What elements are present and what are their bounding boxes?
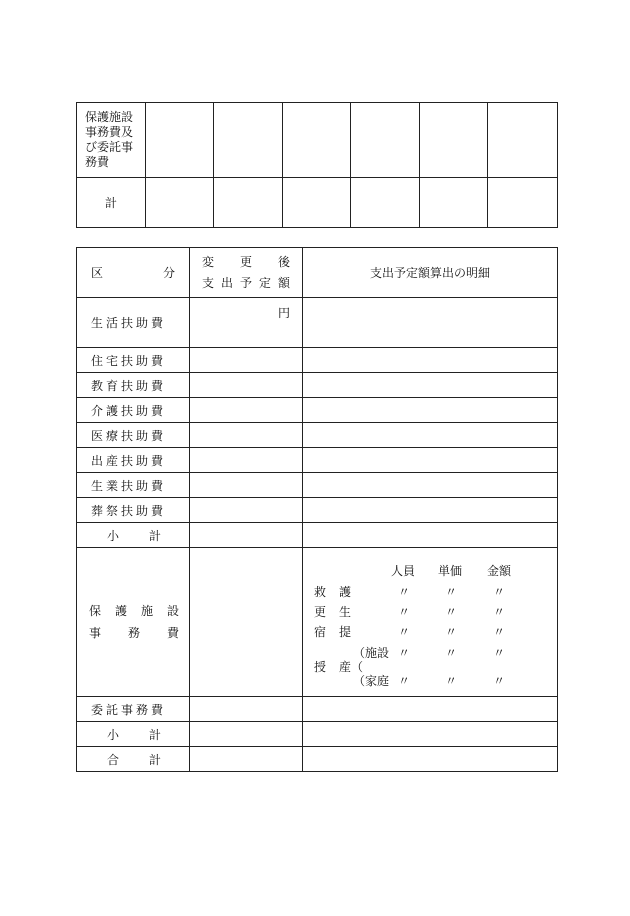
facility-detail-cell bbox=[303, 548, 558, 697]
row-label: 生 業 扶 助 費 bbox=[77, 473, 190, 498]
amount-cell[interactable] bbox=[190, 722, 303, 747]
cell[interactable] bbox=[283, 178, 351, 228]
table-row bbox=[77, 448, 558, 473]
ditto-mark: 〃 bbox=[398, 585, 411, 599]
table-row bbox=[77, 473, 558, 498]
item-char: 護 bbox=[339, 585, 352, 599]
header-row bbox=[77, 248, 558, 298]
row-label: 葬 祭 扶 助 費 bbox=[77, 498, 190, 523]
subtotal-row bbox=[77, 523, 558, 548]
item-char: 救 bbox=[314, 585, 327, 599]
table-row bbox=[77, 498, 558, 523]
ditto-mark: 〃 bbox=[445, 646, 458, 660]
amount-cell[interactable] bbox=[190, 373, 303, 398]
subtotal-label: 小 計 bbox=[77, 722, 190, 747]
amount-cell[interactable] bbox=[190, 448, 303, 473]
cell[interactable] bbox=[420, 178, 488, 228]
row-label: 教 育 扶 助 費 bbox=[77, 373, 190, 398]
table-row bbox=[77, 423, 558, 448]
detail-cell[interactable] bbox=[303, 448, 558, 473]
detail-cell[interactable] bbox=[303, 298, 558, 348]
total-label: 計 bbox=[77, 178, 146, 228]
ditto-mark: 〃 bbox=[493, 646, 506, 660]
table-row bbox=[77, 348, 558, 373]
subtotal-label: 小 計 bbox=[77, 523, 190, 548]
ditto-mark: 〃 bbox=[398, 625, 411, 639]
row-label: 出 産 扶 助 費 bbox=[77, 448, 190, 473]
ditto-mark: 〃 bbox=[398, 674, 411, 688]
facility-row bbox=[77, 548, 558, 697]
cell[interactable] bbox=[146, 178, 214, 228]
item-char: 更 bbox=[314, 605, 327, 619]
ditto-mark: 〃 bbox=[445, 585, 458, 599]
total-label: 合 計 bbox=[77, 747, 190, 772]
row-label: 住 宅 扶 助 費 bbox=[77, 348, 190, 373]
expense-table bbox=[76, 247, 558, 772]
cell[interactable] bbox=[214, 178, 283, 228]
item-char: 宿 bbox=[314, 625, 327, 639]
detail-cell[interactable] bbox=[303, 697, 558, 722]
cell[interactable] bbox=[214, 103, 283, 178]
cell[interactable] bbox=[488, 178, 558, 228]
item-char: 提 bbox=[339, 625, 352, 639]
facility-label: 保 護 施 設 事 務 費 bbox=[77, 548, 190, 697]
ditto-mark: 〃 bbox=[445, 625, 458, 639]
detail-cell[interactable] bbox=[303, 523, 558, 548]
commission-label: 委 託 事 務 費 bbox=[77, 697, 190, 722]
cell[interactable] bbox=[488, 103, 558, 178]
subtotal-row bbox=[77, 722, 558, 747]
category-header: 区 分 bbox=[77, 248, 190, 298]
detail-cell[interactable] bbox=[303, 473, 558, 498]
ditto-mark: 〃 bbox=[445, 674, 458, 688]
cell[interactable] bbox=[420, 103, 488, 178]
ditto-mark: 〃 bbox=[493, 625, 506, 639]
row-label: 生 活 扶 助 費 bbox=[77, 298, 190, 348]
amount-cell[interactable] bbox=[190, 697, 303, 722]
amount-cell[interactable] bbox=[190, 473, 303, 498]
amount-cell[interactable] bbox=[190, 423, 303, 448]
ditto-mark: 〃 bbox=[398, 646, 411, 660]
sub-label: （家庭 bbox=[353, 674, 390, 688]
item-char: 生 bbox=[339, 605, 352, 619]
row-label: 介 護 扶 助 費 bbox=[77, 398, 190, 423]
ditto-mark: 〃 bbox=[493, 674, 506, 688]
cell[interactable] bbox=[146, 103, 214, 178]
detail-cell[interactable] bbox=[303, 722, 558, 747]
amount-header: 変 更 後 支 出 予 定 額 bbox=[190, 248, 303, 298]
detail-cell[interactable] bbox=[303, 348, 558, 373]
table-row bbox=[77, 398, 558, 423]
summary-table bbox=[76, 102, 558, 228]
header-unit-price: 単価 bbox=[438, 564, 463, 578]
table-row bbox=[77, 298, 558, 348]
amount-cell[interactable] bbox=[190, 348, 303, 373]
amount-cell[interactable] bbox=[190, 747, 303, 772]
detail-header: 支出予定額算出の明細 bbox=[303, 248, 558, 298]
detail-cell[interactable] bbox=[303, 747, 558, 772]
amount-cell[interactable] bbox=[190, 498, 303, 523]
yen-unit: 円 bbox=[277, 306, 290, 320]
amount-cell[interactable] bbox=[190, 548, 303, 697]
total-row bbox=[77, 747, 558, 772]
amount-cell[interactable] bbox=[190, 398, 303, 423]
item-char: 産（ bbox=[339, 660, 364, 674]
item-char: 授 bbox=[314, 660, 327, 674]
ditto-mark: 〃 bbox=[493, 585, 506, 599]
ditto-mark: 〃 bbox=[493, 605, 506, 619]
cell[interactable] bbox=[351, 178, 420, 228]
cell[interactable] bbox=[283, 103, 351, 178]
table-row bbox=[77, 373, 558, 398]
row-label: 医 療 扶 助 費 bbox=[77, 423, 190, 448]
sub-label: （施設 bbox=[353, 646, 390, 660]
facility-fee-label: 保護施設 事務費及 び委託事 務費 bbox=[77, 103, 146, 178]
ditto-mark: 〃 bbox=[398, 605, 411, 619]
amount-cell[interactable] bbox=[190, 298, 303, 348]
table-row bbox=[77, 697, 558, 722]
detail-cell[interactable] bbox=[303, 498, 558, 523]
header-staff: 人員 bbox=[391, 564, 416, 578]
detail-cell[interactable] bbox=[303, 398, 558, 423]
header-amount: 金額 bbox=[487, 564, 512, 578]
ditto-mark: 〃 bbox=[445, 605, 458, 619]
cell[interactable] bbox=[351, 103, 420, 178]
amount-cell[interactable] bbox=[190, 523, 303, 548]
detail-cell[interactable] bbox=[303, 373, 558, 398]
detail-cell[interactable] bbox=[303, 423, 558, 448]
